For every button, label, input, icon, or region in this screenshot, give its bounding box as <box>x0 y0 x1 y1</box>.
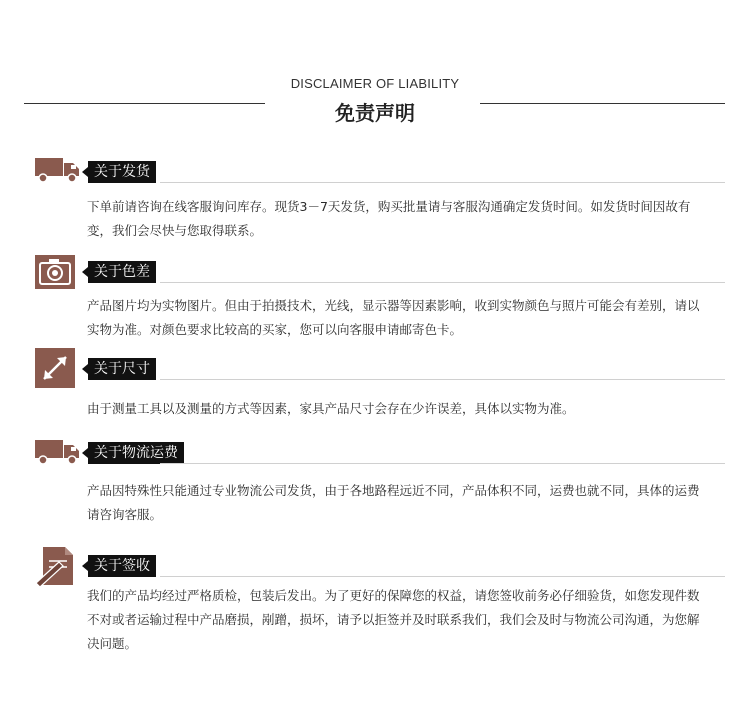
logistics-truck-icon <box>35 438 81 466</box>
camera-icon <box>35 255 75 289</box>
section-title: 关于签收 <box>88 555 156 577</box>
disclaimer-title-cn: 免责声明 <box>335 101 415 125</box>
section-body: 产品图片均为实物图片。但由于拍摄技术，光线，显示器等因素影响，收到实物颜色与照片可能会有差别，请以实物为准。对颜色要求比较高的买家，您可以向客服申请邮寄色卡。 <box>87 298 700 337</box>
section-body: 下单前请咨询在线客服询问库存。现货3－7天发货，购买批量请与客服沟通确定发货时间。如发货时间因故有变，我们会尽快与您取得联系。 <box>87 199 691 238</box>
resize-arrow-icon <box>35 348 75 388</box>
section-body: 由于测量工具以及测量的方式等因素，家具产品尺寸会存在少许误差，具体以实物为准。 <box>87 401 575 416</box>
sign-document-icon <box>35 545 75 587</box>
section-title: 关于尺寸 <box>88 358 156 380</box>
disclaimer-title-en: DISCLAIMER OF LIABILITY <box>290 76 460 91</box>
section-body: 产品因特殊性只能通过专业物流公司发货，由于各地路程远近不同，产品体积不同，运费也就不同，具体的运费请咨询客服。 <box>87 483 700 522</box>
section-title: 关于发货 <box>88 161 156 183</box>
section-divider <box>160 576 725 577</box>
section-title: 关于色差 <box>88 261 156 283</box>
section-divider <box>160 182 725 183</box>
section-divider <box>160 463 725 464</box>
delivery-truck-icon <box>35 156 81 184</box>
section-title: 关于物流运费 <box>88 442 184 464</box>
section-divider <box>160 379 725 380</box>
section-body: 我们的产品均经过严格质检，包装后发出。为了更好的保障您的权益，请您签收前务必仔细验货，如您发现件数不对或者运输过程中产品磨损，剐蹭，损坏，请予以拒签并及时联系我们，我们会及时与物流公司沟通，为您解决问题。 <box>87 588 700 651</box>
section-divider <box>160 282 725 283</box>
